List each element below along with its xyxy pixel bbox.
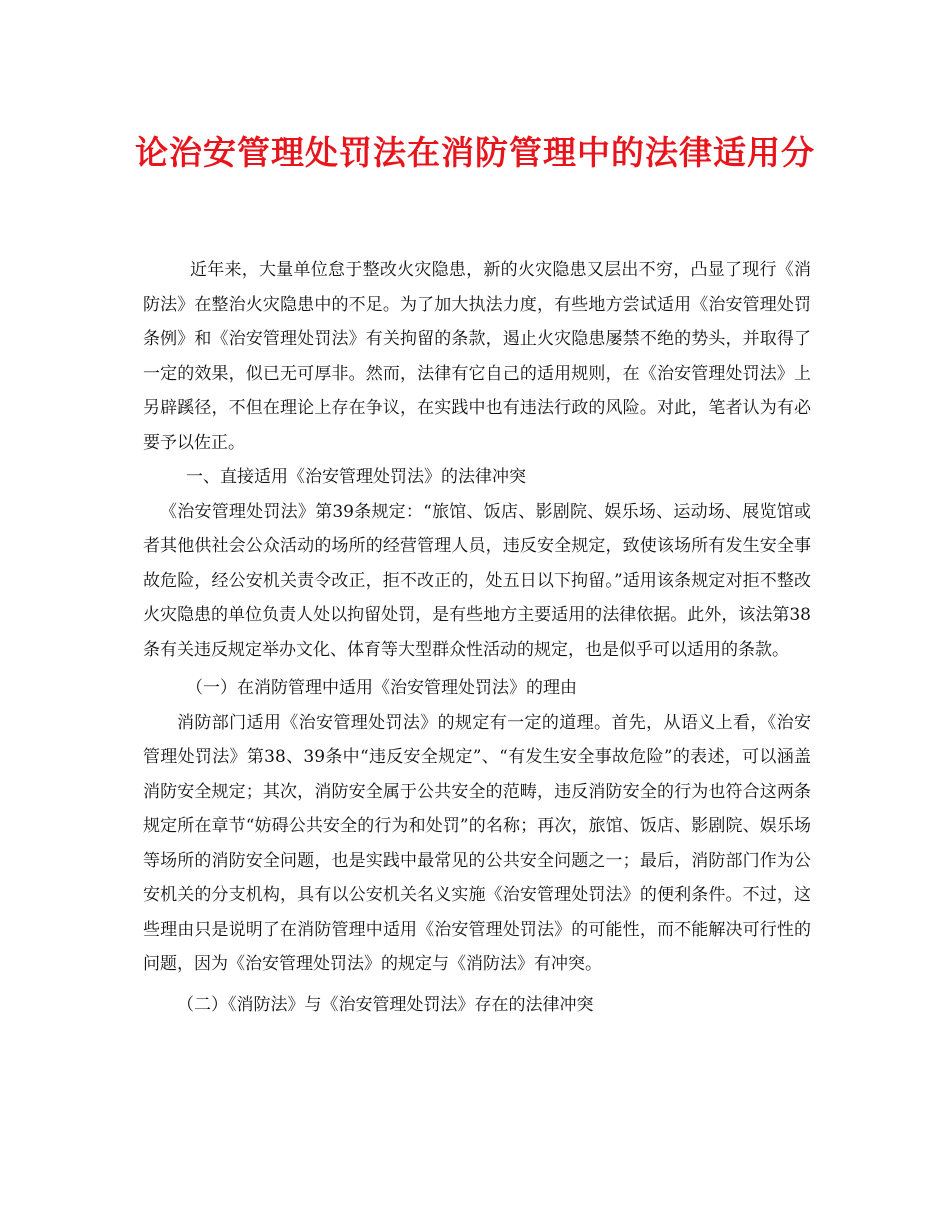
paragraph-reasons: 消防部门适用《治安管理处罚法》的规定有一定的道理。首先，从语义上看，《治安管理处罚法》第38、39条中“违反安全规定”、“有发生安全事故危险”的表述，可以涵盖消防安全规定；其次，消防安全属于公共安全的范畴，违反消防安全的行为也符合这两条规定所在章节“妨碍公共安全的行为和处罚”的名称；再次，旅馆、饭店、影剧院、娱乐场等场所的消防安全问题，也是实践中最常见的公共安全问题之一；最后，消防部门作为公安机关的分支机构，具有以公安机关名义实施《治安管理处罚法》的便利条件。不过，这些理由只是说明了在消防管理中适用《治安管理处罚法》的可能性，而不能解决可行性的问题，因为《治安管理处罚法》的规定与《消防法》有冲突。 (143, 712, 811, 974)
subsection-heading-1: （一）在消防管理中适用《治安管理处罚法》的理由 (186, 678, 577, 698)
section-heading-1: 一、直接适用《治安管理处罚法》的法律冲突 (186, 467, 526, 487)
document-body (143, 253, 811, 1022)
subsection-heading-2: （二）《消防法》与《治安管理处罚法》存在的法律冲突 (177, 994, 594, 1015)
paragraph-intro: 近年来，大量单位怠于整改火灾隐患，新的火灾隐患又层出不穷，凸显了现行《消防法》在整治火灾隐患中的不足。为了加大执法力度，有些地方尝试适用《治安管理处罚条例》和《治安管理处罚法》有关拘留的条款，遏止火灾隐患屡禁不绝的势头，并取得了一定的效果，似已无可厚非。然而，法律有它自己的适用规则，在《治安管理处罚法》上另辟蹊径，不但在理论上存在争议，在实践中也有违法行政的风险。对此，笔者认为有必要予以佐正。 (143, 260, 811, 453)
paragraph-article-39: 《治安管理处罚法》第39条规定：“旅馆、饭店、影剧院、娱乐场、运动场、展览馆或者其他供社会公众活动的场所的经营管理人员，违反安全规定，致使该场所有发生安全事故危险，经公安机关责令改正，拒不改正的，处五日以下拘留。”适用该条规定对拒不整改火灾隐患的单位负责人处以拘留处罚，是有些地方主要适用的法律依据。此外，该法第38条有关违反规定举办文化、体育等大型群众性活动的规定，也是似乎可以适用的条款。 (143, 501, 811, 660)
document-title: 论治安管理处罚法在消防管理中的法律适用分 (135, 133, 815, 172)
